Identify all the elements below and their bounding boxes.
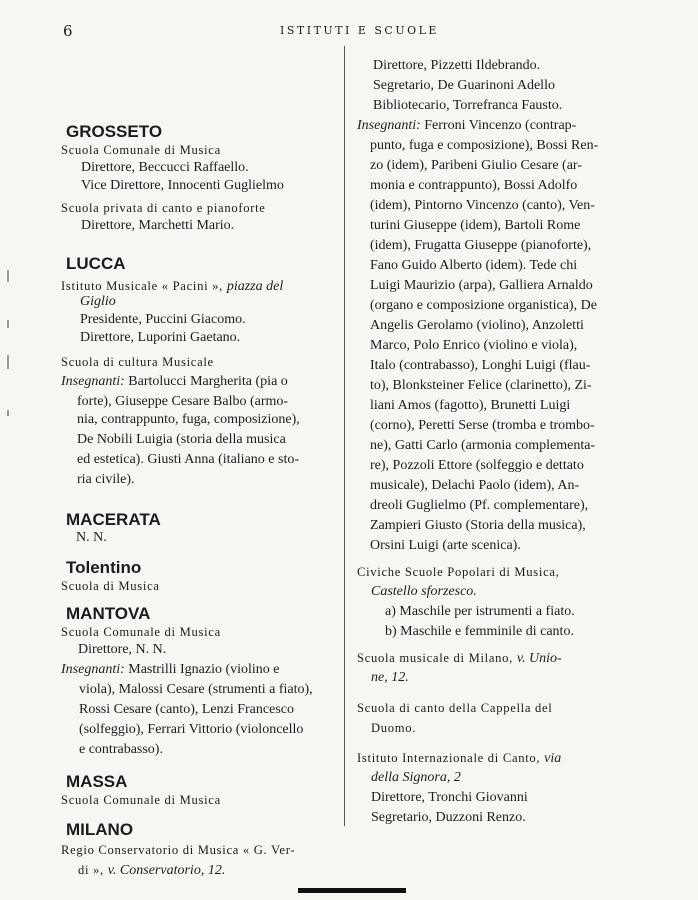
- text-line: [370, 138, 598, 154]
- text-line: [77, 452, 299, 468]
- line-text: Orsini Luigi (arte scenica).: [370, 538, 521, 553]
- section-heading: [66, 510, 161, 530]
- line-text: ne, 12.: [371, 670, 409, 685]
- line-text: Istituto Internazionale di Canto,: [357, 751, 545, 765]
- text-line: [371, 810, 526, 826]
- line-text: Castello sforzesco.: [371, 584, 477, 599]
- line-text-continuation: piazza del: [226, 279, 284, 294]
- running-title: ISTITUTI E SCUOLE: [280, 24, 439, 37]
- line-text: Luigi Maurizio (arpa), Galliera Arnaldo: [370, 278, 593, 293]
- line-text: (idem), Frugatta Giuseppe (pianoforte),: [370, 238, 592, 253]
- line-text: Scuola Comunale di Musica: [61, 625, 221, 639]
- text-line: [61, 354, 214, 371]
- text-line: [61, 842, 295, 859]
- text-line: [370, 158, 582, 174]
- line-text: GROSSETO: [66, 122, 163, 141]
- section-heading: [66, 122, 162, 142]
- line-text: Scuola di canto della Cappella del: [357, 701, 553, 715]
- text-line: [370, 538, 521, 554]
- line-text: punto, fuga e composizione), Bossi Ren-: [370, 138, 599, 153]
- line-text: Vice Direttore, Innocenti Guglielmo: [81, 178, 284, 193]
- line-text: Segretario, Duzzoni Renzo.: [371, 810, 526, 825]
- text-line: [79, 702, 294, 718]
- line-text: Direttore, Beccucci Raffaello.: [81, 160, 249, 175]
- text-line: [81, 178, 284, 194]
- line-text: MANTOVA: [66, 604, 151, 623]
- line-text: Fano Guido Alberto (idem). Tede chi: [370, 258, 578, 273]
- text-line: [373, 58, 540, 74]
- line-text: ne), Gatti Carlo (armonia complementa-: [370, 438, 596, 453]
- line-text: viola), Malossi Cesare (strumenti a fiato),: [79, 682, 313, 697]
- line-text: Direttore, N. N.: [78, 642, 167, 657]
- text-line: [61, 624, 221, 641]
- line-text: Angelis Gerolamo (violino), Anzoletti: [370, 318, 584, 333]
- text-line: [385, 624, 574, 640]
- line-text: (corno), Peretti Serse (tromba e trombo-: [370, 418, 595, 433]
- line-text: Scuola Comunale di Musica: [61, 143, 221, 157]
- text-line: [385, 604, 575, 620]
- text-line: [371, 770, 461, 786]
- text-line: [370, 418, 595, 434]
- text-line: [61, 142, 221, 159]
- line-text: MASSA: [66, 772, 128, 791]
- line-text: turini Giuseppe (idem), Bartoli Rome: [370, 218, 581, 233]
- text-line: [370, 478, 579, 494]
- text-line: [370, 238, 591, 254]
- line-text: zo (idem), Paribeni Giulio Cesare (ar-: [370, 158, 582, 173]
- text-line: [370, 398, 570, 414]
- text-line: [373, 78, 555, 94]
- line-text: (organo e composizione organistica), De: [370, 298, 597, 313]
- text-line: [370, 278, 593, 294]
- footer-bar: [298, 888, 406, 893]
- text-line: [370, 358, 590, 374]
- line-text: Tolentino: [66, 558, 142, 577]
- line-text: Scuola privata di canto e pianoforte: [61, 201, 266, 215]
- text-line: [61, 200, 266, 217]
- line-text: della Signora, 2: [371, 770, 461, 785]
- line-text: Duomo.: [371, 721, 417, 735]
- line-text: di »,: [78, 863, 108, 877]
- column-divider: [344, 46, 345, 826]
- line-text: Giglio: [80, 294, 116, 309]
- line-text: Presidente, Puccini Giacomo.: [80, 312, 246, 327]
- text-line: [61, 278, 283, 295]
- text-line: [371, 584, 477, 600]
- line-text: Direttore, Pizzetti Ildebrando.: [373, 58, 541, 73]
- line-text: nia, contrappunto, fuga, composizione),: [77, 412, 300, 427]
- line-text: N. N.: [76, 530, 107, 545]
- line-text: Italo (contrabasso), Longhi Luigi (flau-: [370, 358, 591, 373]
- text-line: [78, 862, 225, 879]
- line-text: dreoli Guglielmo (Pf. complementare),: [370, 498, 589, 513]
- line-text-continuation: v. Unio-: [516, 651, 562, 666]
- line-text: re), Pozzoli Ettore (solfeggio e dettato: [370, 458, 584, 473]
- line-text: Direttore, Luporini Gaetano.: [80, 330, 241, 345]
- text-line: [80, 330, 240, 346]
- line-text: Insegnanti:: [61, 374, 129, 389]
- section-heading: [66, 820, 133, 840]
- line-text: monia e contrappunto), Bossi Adolfo: [370, 178, 578, 193]
- text-line: [80, 312, 246, 328]
- page-number: 6: [63, 22, 73, 40]
- text-line: [371, 670, 409, 686]
- text-line: [77, 412, 300, 428]
- text-line: [81, 218, 234, 234]
- line-text-continuation: v. Conservatorio, 12.: [107, 863, 226, 878]
- line-text-continuation: Bartolucci Margherita (pia o: [128, 374, 288, 389]
- text-line: [61, 792, 221, 809]
- line-text: Insegnanti:: [61, 662, 129, 677]
- line-text: Bibliotecario, Torrefranca Fausto.: [373, 98, 563, 113]
- text-line: [81, 160, 249, 176]
- text-line: [76, 530, 107, 546]
- line-text: Civiche Scuole Popolari di Musica,: [357, 565, 560, 579]
- text-line: [370, 318, 584, 334]
- text-line: [370, 298, 597, 314]
- section-heading: [66, 604, 150, 624]
- section-heading: [66, 772, 127, 792]
- line-text: b) Maschile e femminile di canto.: [385, 624, 574, 639]
- text-line: [370, 198, 595, 214]
- line-text-continuation: Mastrilli Ignazio (violino e: [128, 662, 280, 677]
- text-line: [77, 472, 135, 488]
- line-text: musicale), Delachi Paolo (idem), An-: [370, 478, 580, 493]
- text-line: [79, 682, 313, 698]
- line-text: Direttore, Tronchi Giovanni: [371, 790, 528, 805]
- line-text: Insegnanti:: [357, 118, 425, 133]
- text-line: [371, 790, 528, 806]
- text-line: [79, 742, 163, 758]
- text-line: [78, 642, 166, 658]
- line-text: ria civile).: [77, 472, 135, 487]
- line-text: Zampieri Giusto (Storia della musica),: [370, 518, 586, 533]
- line-text: MACERATA: [66, 510, 161, 529]
- line-text: Marco, Polo Enrico (violino e viola),: [370, 338, 578, 353]
- line-text: Scuola di Musica: [61, 579, 160, 593]
- text-line: [77, 432, 286, 448]
- line-text: LUCCA: [66, 254, 126, 273]
- line-text: (idem), Pintorno Vincenzo (canto), Ven-: [370, 198, 595, 213]
- line-text: e contrabasso).: [79, 742, 163, 757]
- text-line: [357, 564, 560, 581]
- line-text: Direttore, Marchetti Mario.: [81, 218, 235, 233]
- line-text: Segretario, De Guarinoni Adello: [373, 78, 555, 93]
- line-text: Regio Conservatorio di Musica « G. Ver-: [61, 843, 296, 857]
- line-text: a) Maschile per istrumenti a fiato.: [385, 604, 575, 619]
- text-line: [370, 438, 595, 454]
- text-line: [370, 338, 577, 354]
- text-line: [80, 294, 116, 310]
- section-heading: [66, 254, 126, 274]
- line-text: liani Amos (fagotto), Brunetti Luigi: [370, 398, 571, 413]
- line-text: (solfeggio), Ferrari Vittorio (violoncello: [79, 722, 304, 737]
- line-text: MILANO: [66, 820, 134, 839]
- line-text: Istituto Musicale « Pacini »,: [61, 279, 227, 293]
- line-text: Scuola Comunale di Musica: [61, 793, 221, 807]
- text-line: [77, 394, 288, 410]
- line-text: ed estetica). Giusti Anna (italiano e sto-: [77, 452, 299, 467]
- line-text: forte), Giuseppe Cesare Balbo (armo-: [77, 394, 289, 409]
- line-text: Scuola di cultura Musicale: [61, 355, 214, 369]
- text-line: [370, 178, 577, 194]
- line-text: Rossi Cesare (canto), Lenzi Francesco: [79, 702, 294, 717]
- text-line: [373, 98, 562, 114]
- line-text: Scuola musicale di Milano,: [357, 651, 517, 665]
- margin-marks: [4, 260, 14, 420]
- text-line: [370, 498, 588, 514]
- section-heading: [66, 558, 141, 578]
- line-text-continuation: via: [544, 751, 562, 766]
- text-line: [79, 722, 303, 738]
- text-line: [61, 374, 288, 390]
- text-line: [61, 662, 280, 678]
- text-line: [357, 750, 561, 767]
- text-line: [357, 118, 576, 134]
- text-line: [371, 720, 416, 737]
- line-text-continuation: Ferroni Vincenzo (contrap-: [424, 118, 577, 133]
- text-line: [61, 578, 160, 595]
- text-line: [370, 378, 592, 394]
- line-text: De Nobili Luigia (storia della musica: [77, 432, 286, 447]
- line-text: to), Blonksteiner Felice (clarinetto), Zi-: [370, 378, 592, 393]
- text-line: [370, 518, 586, 534]
- text-line: [357, 650, 562, 667]
- text-line: [370, 218, 580, 234]
- text-line: [370, 258, 577, 274]
- text-line: [357, 700, 553, 717]
- text-line: [370, 458, 584, 474]
